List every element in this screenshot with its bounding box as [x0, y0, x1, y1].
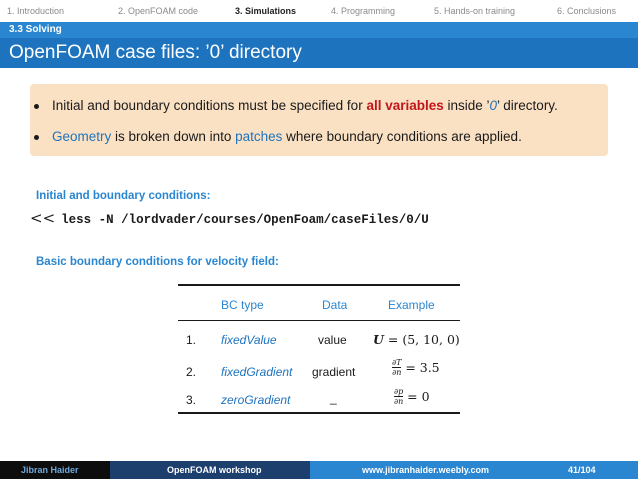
- table-header-bc-type: BC type: [221, 298, 264, 312]
- table-cell-example: $\frac{\partial T}{\partial n}$ = 3.5: [392, 358, 440, 377]
- table-top-rule: [178, 284, 460, 286]
- nav-item-introduction[interactable]: 1. Introduction: [7, 6, 65, 16]
- footer-website[interactable]: www.jibranhaider.weebly.com: [362, 465, 490, 475]
- footer-event: OpenFOAM workshop: [167, 465, 262, 475]
- table-cell-data: value: [318, 333, 347, 347]
- title-bar: [0, 38, 638, 68]
- term-patches: patches: [235, 129, 283, 144]
- table-cell-example: $\frac{\partial p}{\partial n}$ = 0: [394, 387, 430, 406]
- footer-page-number: 41/104: [568, 465, 596, 475]
- footer-page-segment: [548, 461, 638, 479]
- nav-item-hands-on-training[interactable]: 5. Hands-on training: [434, 6, 516, 16]
- directory-name: 0: [489, 98, 498, 113]
- nav-item-openfoam-code[interactable]: 2. OpenFOAM code: [118, 6, 199, 16]
- command-text: less -N /lordvader/courses/OpenFoam/caseFiles/0/U: [61, 213, 429, 227]
- table-cell-data: gradient: [312, 365, 356, 379]
- table-cell-bc-type: fixedGradient: [221, 365, 293, 379]
- bullet-text: ’ directory.: [497, 98, 558, 113]
- bullet-variables: [52, 98, 558, 113]
- slide-title: OpenFOAM case files: ’0’ directory: [9, 42, 302, 63]
- command-line: [30, 209, 429, 227]
- footer-website-segment: [310, 461, 548, 479]
- section-bar: [0, 22, 638, 38]
- bullet-text: inside ’: [443, 98, 490, 113]
- term-geometry: Geometry: [52, 129, 112, 144]
- prompt-symbol: <<: [30, 209, 56, 227]
- top-navigation: [0, 0, 638, 22]
- bullet-geometry: [52, 129, 522, 144]
- emphasis-all-variables: all variables: [366, 98, 444, 113]
- nav-item-simulations[interactable]: 3. Simulations: [235, 6, 297, 16]
- table-header-rule: [178, 320, 460, 321]
- bullet-dot-icon: [34, 135, 39, 140]
- footer-author-segment: [0, 461, 110, 479]
- table-bottom-rule: [178, 412, 460, 414]
- table-row-number: 3.: [186, 393, 197, 407]
- footer-event-segment: [110, 461, 310, 479]
- nav-item-programming[interactable]: 4. Programming: [331, 6, 396, 16]
- section-title: 3.3 Solving: [9, 24, 62, 35]
- table-header-example: Example: [388, 298, 435, 312]
- boundary-conditions-label: Basic boundary conditions for velocity field:: [36, 256, 279, 268]
- footer: [0, 461, 638, 479]
- table-header-data: Data: [322, 298, 348, 312]
- initial-conditions-label: Initial and boundary conditions:: [36, 190, 211, 202]
- highlight-block: [30, 84, 608, 156]
- bullet-dot-icon: [34, 104, 39, 109]
- table-row-number: 2.: [186, 365, 197, 379]
- table-row-number: 1.: [186, 333, 197, 347]
- table-cell-bc-type: fixedValue: [221, 333, 277, 347]
- table-cell-bc-type: zeroGradient: [221, 393, 291, 407]
- bullet-text: where boundary conditions are applied.: [282, 129, 522, 144]
- bullet-text: Initial and boundary conditions must be specified for: [52, 98, 367, 113]
- footer-author: Jibran Haider: [21, 465, 79, 475]
- bullet-text: is broken down into: [111, 129, 236, 144]
- table-cell-data: _: [330, 391, 337, 405]
- table-cell-example: U = (5, 10, 0): [373, 332, 460, 347]
- nav-item-conclusions[interactable]: 6. Conclusions: [557, 6, 617, 16]
